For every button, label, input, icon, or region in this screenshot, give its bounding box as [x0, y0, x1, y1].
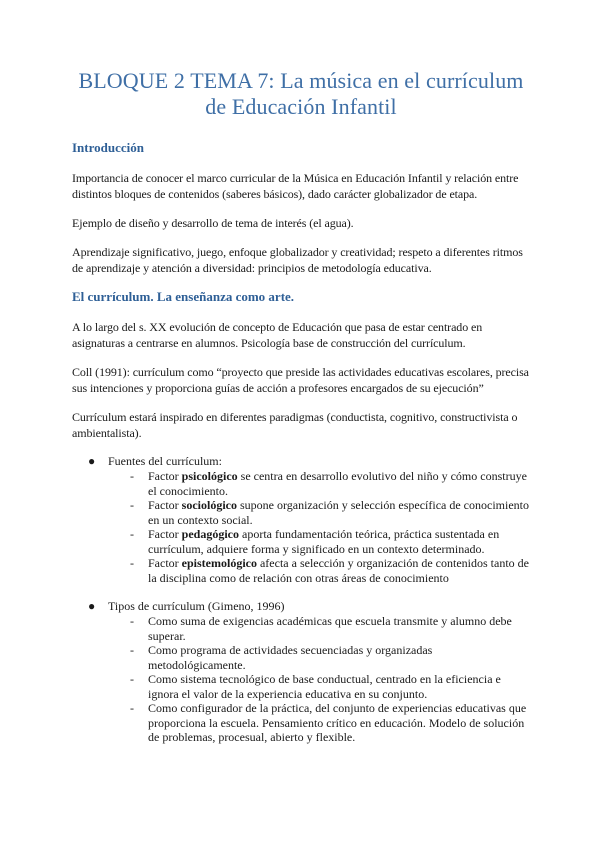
factor-description: afecta a selección y organización de contenidos tanto de la disciplina como de relación con otras áreas de conocimiento — [148, 556, 529, 585]
curriculum-paragraph-2: Coll (1991): currículum como “proyecto que preside las actividades educativas escolares, precisa sus intenciones y proporciona guías de acción a profesores encargados de su ejecución” — [72, 365, 529, 395]
fuentes-sublist — [108, 469, 530, 585]
dash-icon: - — [130, 701, 134, 715]
sublist-item — [130, 556, 530, 585]
dash-icon: - — [130, 614, 134, 628]
sublist-item — [130, 672, 530, 701]
intro-paragraph-2: Ejemplo de diseño y desarrollo de tema de interés (el agua). — [72, 216, 354, 230]
bullet-item-fuentes — [88, 454, 530, 585]
dash-icon: - — [130, 527, 134, 541]
factor-prefix: Factor — [148, 469, 182, 483]
intro-paragraph-1: Importancia de conocer el marco curricular de la Música en Educación Infantil y relación entre distintos bloques de contenidos (saberes básicos), dado carácter globalizador de etapa. — [72, 171, 519, 201]
sublist-item — [130, 498, 530, 527]
tipo-description: Como sistema tecnológico de base conductual, centrado en la eficiencia e ignora el valor de la experiencia educativa en su conjunto. — [148, 672, 501, 701]
tipo-description: Como programa de actividades secuenciadas y organizadas metodológicamente. — [148, 643, 433, 672]
dash-icon: - — [130, 672, 134, 686]
factor-prefix: Factor — [148, 527, 182, 541]
factor-description: se centra en desarrollo evolutivo del niño y cómo construye el conocimiento. — [148, 469, 527, 498]
intro-paragraph-3: Aprendizaje significativo, juego, enfoque globalizador y creatividad; respeto a diferentes ritmos de aprendizaje y atención a diversidad: principios de metodología educativa. — [72, 245, 523, 275]
section-heading-introduccion: Introducción — [72, 140, 144, 155]
sublist-item — [130, 643, 530, 672]
sublist-item — [130, 614, 530, 643]
sublist-item — [130, 527, 530, 556]
bullet-label-tipos: Tipos de currículum (Gimeno, 1996) — [108, 599, 285, 613]
dash-icon: - — [130, 556, 134, 570]
bullet-icon: ● — [88, 599, 96, 613]
factor-description: supone organización y selección específica de conocimiento en un contexto social. — [148, 498, 529, 527]
dash-icon: - — [130, 498, 134, 512]
factor-name: pedagógico — [181, 527, 239, 541]
factor-name: psicológico — [181, 469, 238, 483]
bullet-label-fuentes: Fuentes del currículum: — [108, 454, 222, 468]
curriculum-paragraph-3: Currículum estará inspirado en diferentes paradigmas (conductista, cognitivo, constructivista o ambientalista). — [72, 410, 518, 440]
page-title-line-1: BLOQUE 2 TEMA 7: La música en el currículum — [78, 68, 524, 93]
bullet-item-tipos — [88, 599, 530, 745]
page-title-line-2: de Educación Infantil — [205, 94, 397, 119]
factor-name: sociológico — [181, 498, 237, 512]
section-heading-curriculum: El currículum. La enseñanza como arte. — [72, 289, 295, 304]
dash-icon: - — [130, 469, 134, 483]
dash-icon: - — [130, 643, 134, 657]
tipo-description: Como configurador de la práctica, del conjunto de experiencias educativas que proporciona la escuela. Pensamiento crítico en educación. Modelo de solución de problemas, procesual, abierto y flexible. — [148, 701, 527, 744]
factor-description: aporta fundamentación teórica, práctica sustentada en currículum, adquiere forma y significado en un contexto determinado. — [148, 527, 500, 556]
factor-prefix: Factor — [148, 498, 182, 512]
tipo-description: Como suma de exigencias académicas que escuela transmite y alumno debe superar. — [148, 614, 512, 643]
curriculum-bullet-list — [72, 454, 530, 745]
page-title — [72, 68, 530, 120]
curriculum-paragraph-1: A lo largo del s. XX evolución de concepto de Educación que pasa de estar centrado en asignaturas a centrarse en alumnos. Psicología base de construcción del currículum. — [72, 320, 483, 350]
bullet-icon: ● — [88, 454, 96, 468]
sublist-item — [130, 469, 530, 498]
factor-name: epistemológico — [181, 556, 257, 570]
tipos-sublist — [108, 614, 530, 745]
sublist-item — [130, 701, 530, 745]
factor-prefix: Factor — [148, 556, 182, 570]
